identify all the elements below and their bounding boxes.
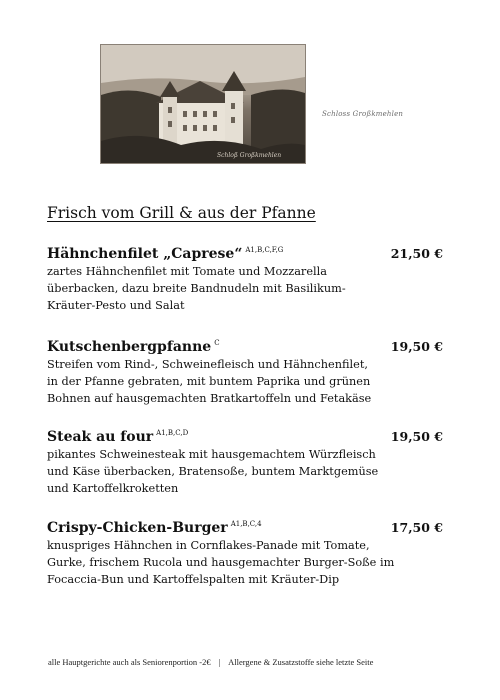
description-line: Kräuter-Pesto und Salat <box>47 299 185 312</box>
castle-photo <box>100 44 306 164</box>
description-line: und Kartoffelkroketten <box>47 482 179 495</box>
menu-item <box>47 243 447 314</box>
menu-item <box>47 517 447 588</box>
item-name: Hähnchenfilet „Caprese“ <box>47 246 243 262</box>
menu-item <box>47 336 447 407</box>
description-line: Focaccia-Bun und Kartoffelspalten mit Kräuter-Dip <box>47 573 340 586</box>
photo-caption: Schloss Großkmehlen <box>322 110 404 118</box>
allergen-codes: A1,B,C,D <box>156 428 189 437</box>
castle-illustration <box>101 45 305 163</box>
item-name-wrapper <box>47 243 283 262</box>
item-description <box>47 537 447 588</box>
footer-note <box>48 657 373 667</box>
description-line: zartes Hähnchenfilet mit Tomate und Mozzarella <box>47 265 327 278</box>
allergen-codes: C <box>214 338 220 347</box>
item-name-wrapper <box>47 426 188 445</box>
allergen-codes: A1,B,C,4 <box>230 519 262 528</box>
allergen-codes: A1,B,C,F,G <box>245 245 284 254</box>
senior-portion-note: alle Hauptgerichte auch als Seniorenportion -2€ <box>48 657 211 667</box>
allergen-reference-note: Allergene & Zusatzstoffe siehe letzte Seite <box>228 657 374 667</box>
menu-item <box>47 426 447 497</box>
description-line: Streifen vom Rind-, Schweinefleisch und Hähnchenfilet, <box>47 358 368 371</box>
item-name-wrapper <box>47 517 262 536</box>
footer-separator: | <box>218 657 221 667</box>
item-description <box>47 356 447 407</box>
item-description <box>47 263 447 314</box>
item-description <box>47 446 447 497</box>
item-name: Steak au four <box>47 429 154 445</box>
item-name: Kutschenbergpfanne <box>47 339 212 355</box>
item-price: 21,50 € <box>390 246 443 261</box>
photo-inscription: Schloß Großkmehlen <box>217 152 282 159</box>
description-line: in der Pfanne gebraten, mit buntem Paprika und grünen <box>47 375 371 388</box>
description-line: pikantes Schweinesteak mit hausgemachtem Würzfleisch <box>47 448 376 461</box>
item-name-wrapper <box>47 336 220 355</box>
item-price: 17,50 € <box>390 520 443 535</box>
description-line: überbacken, dazu breite Bandnudeln mit Basilikum- <box>47 282 346 295</box>
section-title: Frisch vom Grill & aus der Pfanne <box>47 204 316 222</box>
description-line: Gurke, frischem Rucola und hausgemachter Burger-Soße im <box>47 556 395 569</box>
item-price: 19,50 € <box>390 339 443 354</box>
description-line: und Käse überbacken, Bratensoße, buntem Marktgemüse <box>47 465 379 478</box>
item-name: Crispy-Chicken-Burger <box>47 520 228 536</box>
description-line: knuspriges Hähnchen in Cornflakes-Panade mit Tomate, <box>47 539 370 552</box>
description-line: Bohnen auf hausgemachten Bratkartoffeln und Fetakäse <box>47 392 372 405</box>
item-price: 19,50 € <box>390 429 443 444</box>
